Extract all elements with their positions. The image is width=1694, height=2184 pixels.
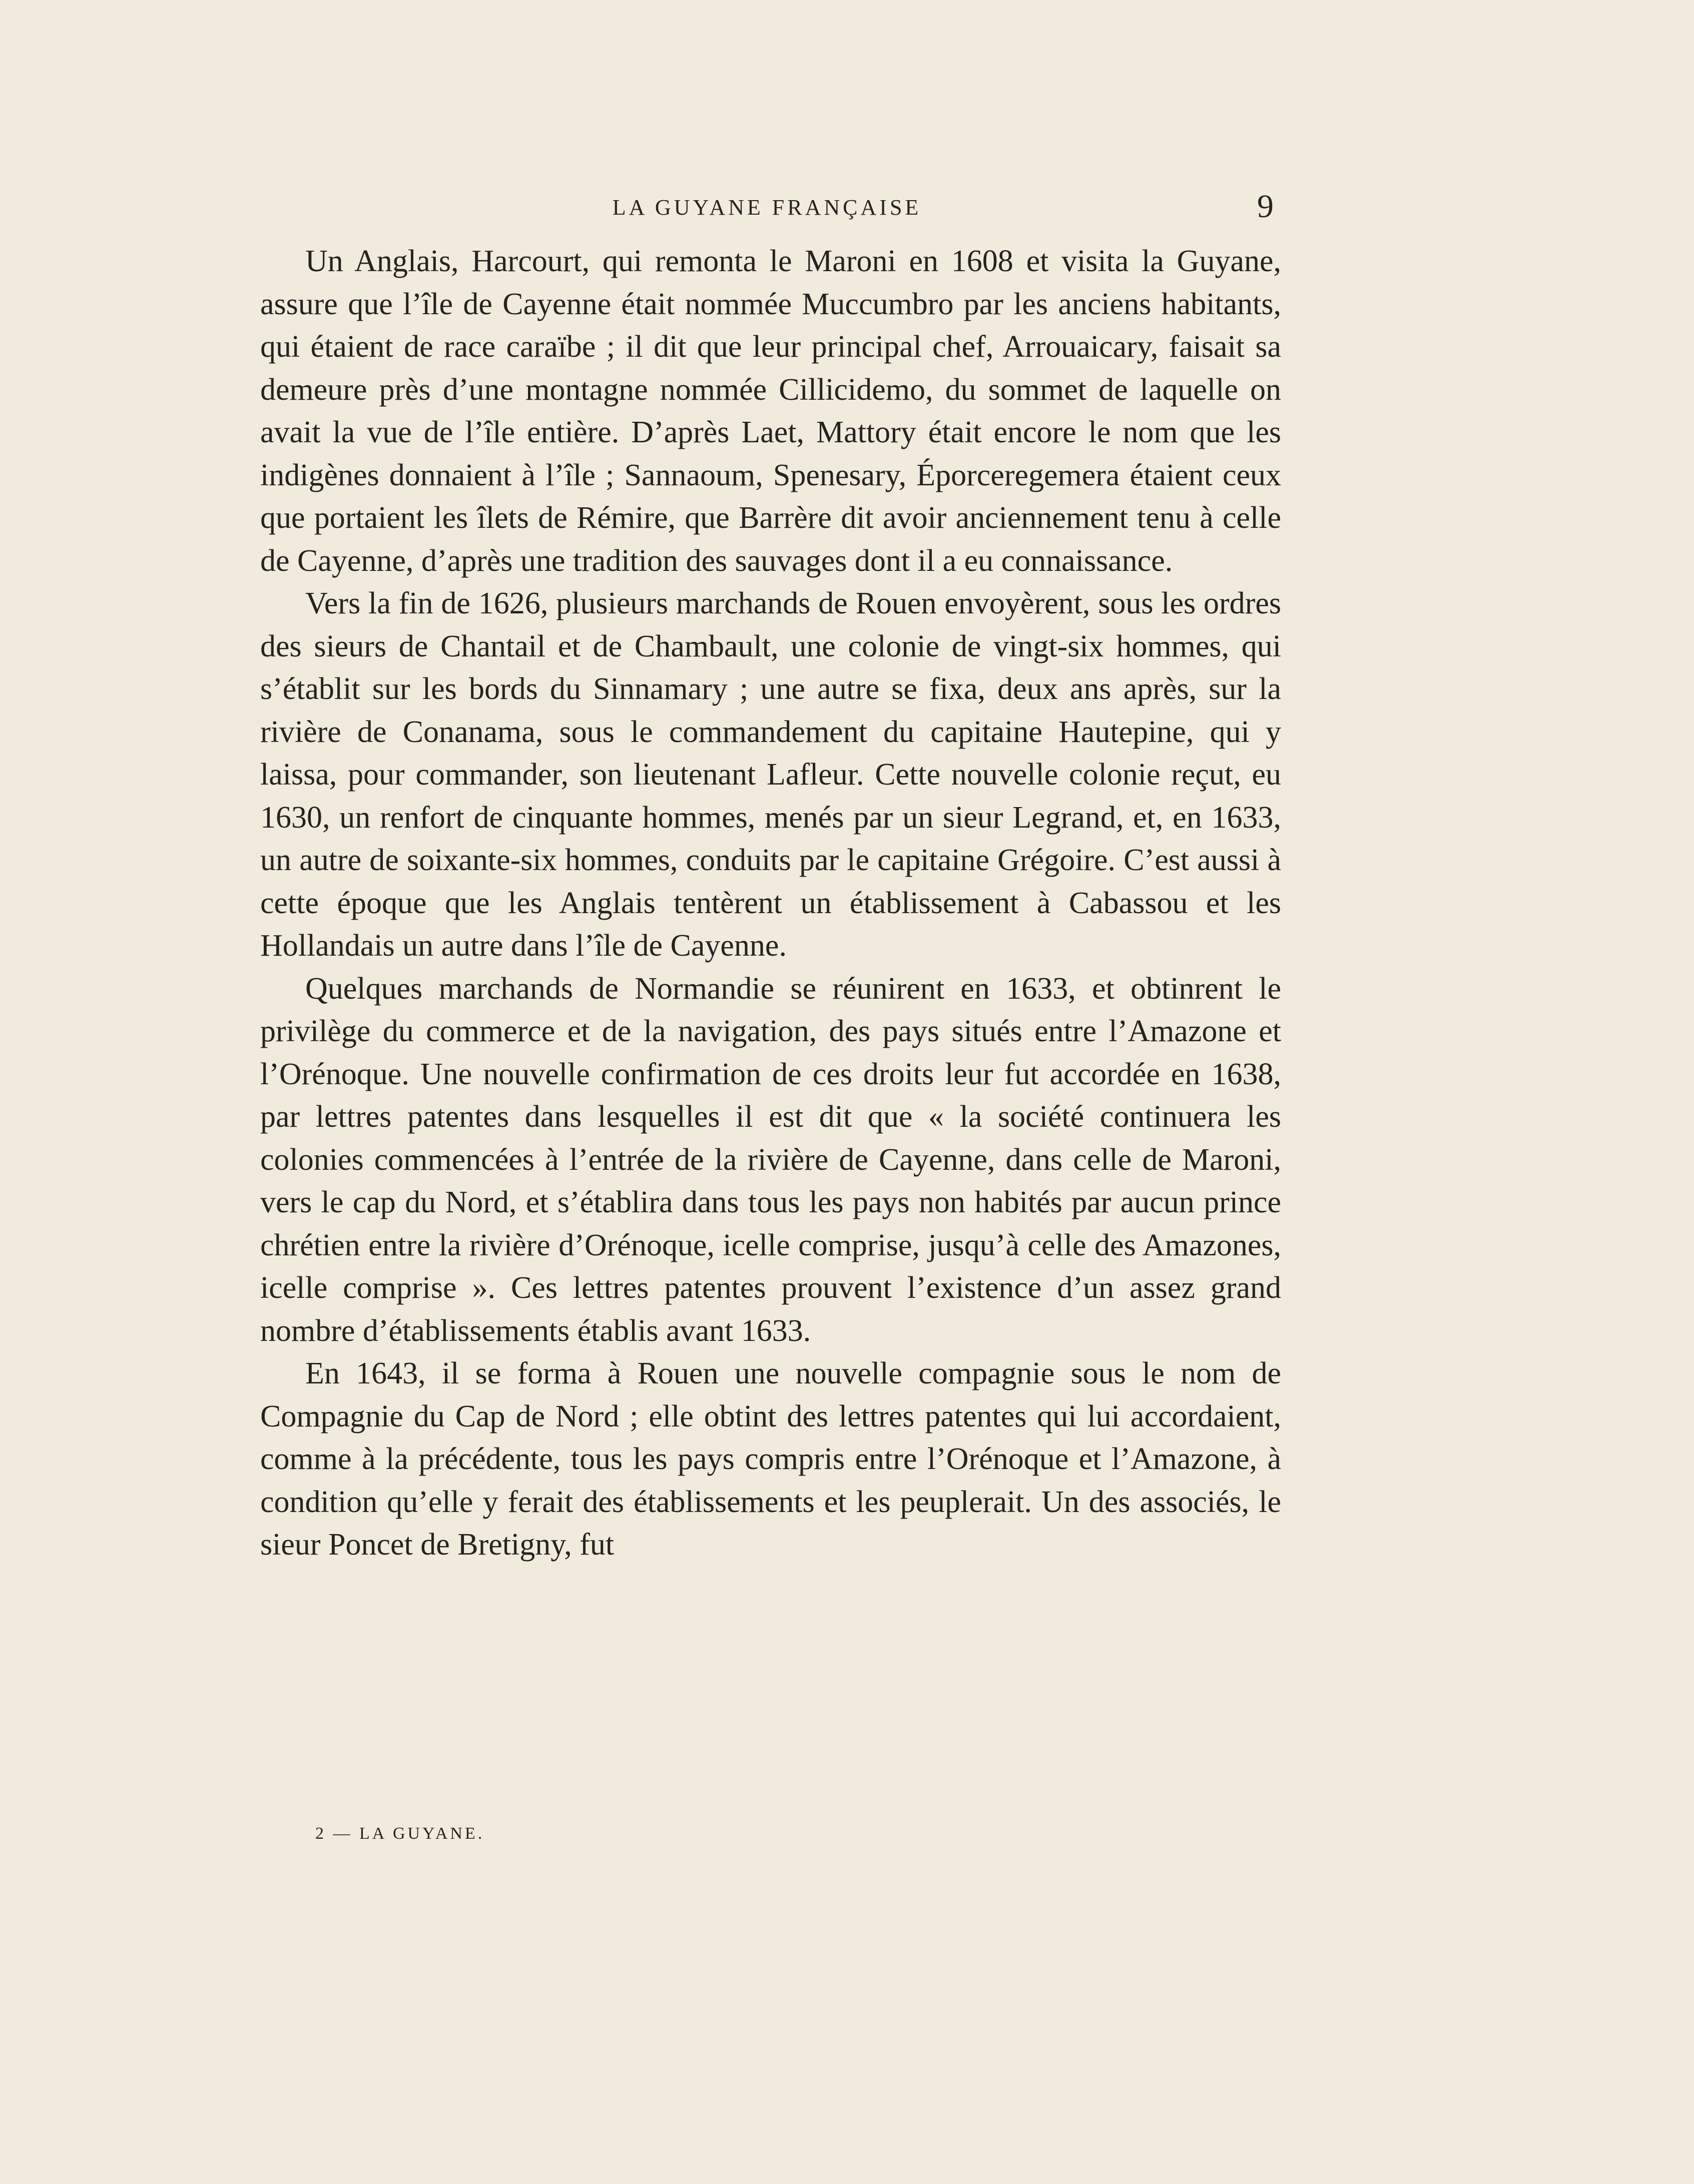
paragraph-3: Quelques marchands de Normandie se réunirent en 1633, et obtinrent le privilège du commerce et de la navigation, des pays situés entre l’Amazone et l’Orénoque. Une nouvelle confirmation de ces droits leur fut accordée en 1638, par lettres patentes dans lesquelles il est dit que « la société continuera les colonies commencées à l’entrée de la rivière de Cayenne, dans celle de Maroni, vers le cap du Nord, et s’établira dans tous les pays non habités par aucun prince chrétien entre la rivière d’Orénoque, icelle comprise, jusqu’à celle des Amazones, icelle comprise ». Ces lettres patentes prouvent l’existence d’un assez grand nombre d’établissements établis avant 1633. (260, 971, 1281, 1348)
paragraph-1: Un Anglais, Harcourt, qui remonta le Maroni en 1608 et visita la Guyane, assure que l’île de Cayenne était nommée Muccumbro par les anciens habitants, qui étaient de race caraïbe ; il dit que leur principal chef, Arrouaicary, faisait sa demeure près d’une montagne nommée Cillicidemo, du sommet de laquelle on avait la vue de l’île entière. D’après Laet, Mattory était encore le nom que les indigènes donnaient à l’île ; Sannaoum, Spenesary, Éporceregemera étaient ceux que portaient les îlets de Rémire, que Barrère dit avoir anciennement tenu à celle de Cayenne, d’après une tradition des sauvages dont il a eu connaissance. (260, 244, 1281, 578)
running-title: LA GUYANE FRANÇAISE (612, 195, 922, 220)
paragraph-4: En 1643, il se forma à Rouen une nouvelle compagnie sous le nom de Compagnie du Cap de Nord ; elle obtint des lettres patentes qui lui accordaient, comme à la précédente, tous les pays compris entre l’Orénoque et l’Amazone, à condition qu’elle y ferait des établissements et les peuplerait. Un des associés, le sieur Poncet de Bretigny, fut (260, 1356, 1281, 1562)
running-header (260, 188, 1274, 233)
page-number: 9 (1257, 188, 1274, 225)
paragraph-2: Vers la fin de 1626, plusieurs marchands de Rouen envoyèrent, sous les ordres des sieurs de Chantail et de Chambault, une colonie de vingt-six hommes, qui s’établit sur les bords du Sinnamary ; une autre se fixa, deux ans après, sur la rivière de Conanama, sous le commandement du capitaine Hautepine, qui y laissa, pour commander, son lieutenant Lafleur. Cette nouvelle colonie reçut, eu 1630, un renfort de cinquante hommes, menés par un sieur Legrand, et, en 1633, un autre de soixante-six hommes, conduits par le capitaine Grégoire. C’est aussi à cette époque que les Anglais tentèrent un établissement à Cabassou et les Hollandais un autre dans l’île de Cayenne. (260, 586, 1281, 963)
signature-mark: 2 — LA GUYANE. (315, 1824, 485, 1843)
body-text (260, 240, 1281, 1567)
